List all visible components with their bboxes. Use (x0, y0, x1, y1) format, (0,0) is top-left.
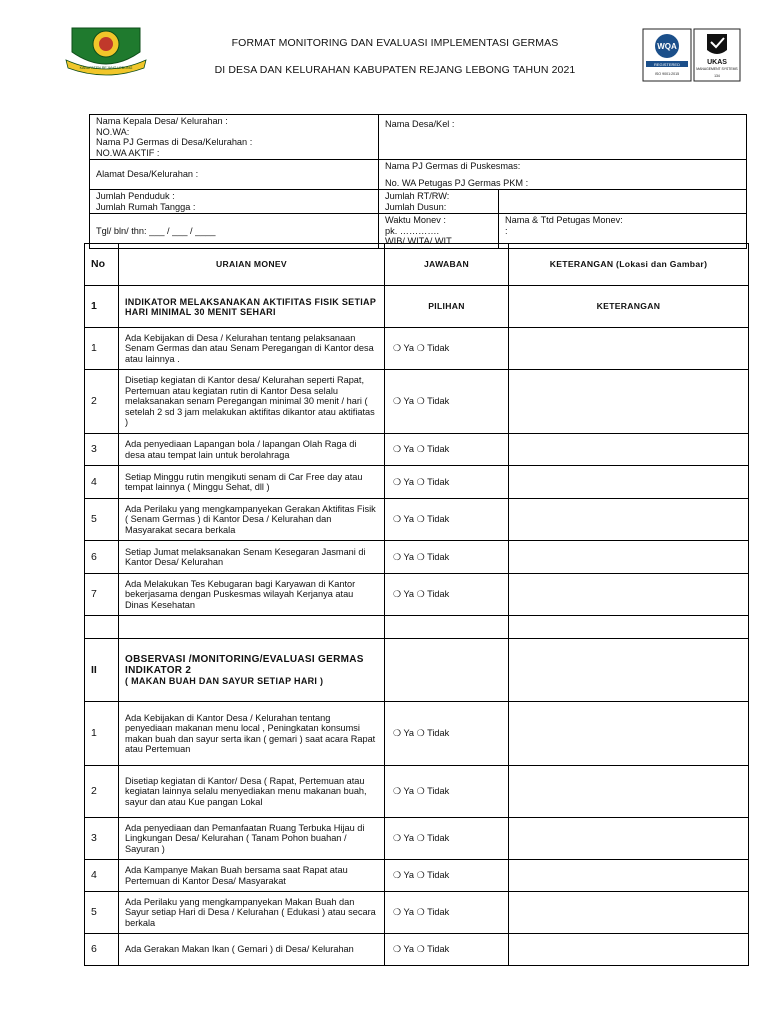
ya-radio[interactable]: ❍ (393, 907, 402, 918)
row-description: Disetiap kegiatan di Kantor/ Desa ( Rapat, Pertemuan atau kegiatan lainnya selalu menyediakan menu makanan buah, sayur dan atau Kue pangan Lokal (119, 766, 385, 818)
row-keterangan[interactable] (509, 702, 749, 766)
ya-label: Ya (403, 343, 415, 354)
ya-label: Ya (403, 396, 415, 407)
tidak-label: Tidak (427, 343, 450, 354)
table-row (85, 766, 749, 818)
tidak-radio[interactable]: ❍ (416, 907, 425, 918)
ya-radio[interactable]: ❍ (393, 833, 402, 844)
row-keterangan[interactable] (509, 766, 749, 818)
tidak-radio[interactable]: ❍ (416, 786, 425, 797)
table-row (85, 702, 749, 766)
row-keterangan[interactable] (509, 541, 749, 574)
row-keterangan[interactable] (509, 499, 749, 541)
answer-options (385, 934, 509, 966)
answer-options (385, 818, 509, 860)
tidak-radio[interactable]: ❍ (416, 589, 425, 600)
tidak-label: Tidak (427, 476, 450, 487)
table-row (85, 574, 749, 616)
row-keterangan[interactable] (509, 370, 749, 434)
row-keterangan[interactable] (509, 818, 749, 860)
table-row (85, 818, 749, 860)
row-description: Ada penyediaan Lapangan bola / lapangan Olah Raga di desa atau tempat lain untuk berolahraga (119, 434, 385, 466)
certification-logo (642, 28, 742, 82)
table-row (85, 934, 749, 966)
row-description: Ada penyediaan dan Pemanfaatan Ruang Terbuka Hijau di Lingkungan Desa/ Kelurahan ( Tanam Pohon buahan / Sayuran ) (119, 818, 385, 860)
rt-rw-cell: Jumlah RT/RW: Jumlah Dusun: (379, 190, 499, 214)
tidak-label: Tidak (427, 444, 450, 455)
row-number: 1 (85, 702, 119, 766)
row-number: 5 (85, 892, 119, 934)
header-no: No (85, 244, 119, 286)
ya-label: Ya (403, 944, 415, 955)
header-jawaban: JAWABAN (385, 244, 509, 286)
row-keterangan[interactable] (509, 434, 749, 466)
tidak-radio[interactable]: ❍ (416, 514, 425, 525)
tidak-label: Tidak (427, 514, 450, 525)
row-description: Ada Perilaku yang mengkampanyekan Gerakan Aktifitas Fisik ( Senam Germas ) di Kantor Desa / Kelurahan dan Masyarakat secara berkala (119, 499, 385, 541)
answer-options (385, 370, 509, 434)
ya-label: Ya (403, 728, 415, 739)
ya-radio[interactable]: ❍ (393, 343, 402, 354)
svg-text:REGISTERED: REGISTERED (653, 62, 681, 67)
ya-radio[interactable]: ❍ (393, 396, 402, 407)
document-subtitle: DI DESA DAN KELURAHAN KABUPATEN REJANG LEBONG TAHUN 2021 (214, 64, 576, 76)
row-number: 5 (85, 499, 119, 541)
table-row (85, 328, 749, 370)
ya-label: Ya (403, 476, 415, 487)
row-description: Ada Gerakan Makan Ikan ( Gemari ) di Desa/ Kelurahan (119, 934, 385, 966)
table-row (85, 892, 749, 934)
ya-radio[interactable]: ❍ (393, 728, 402, 739)
kemenag-logo (64, 22, 148, 76)
row-number: 3 (85, 818, 119, 860)
tidak-label: Tidak (427, 907, 450, 918)
tidak-label: Tidak (427, 396, 450, 407)
section-number: 1 (85, 286, 119, 328)
answer-options (385, 434, 509, 466)
ya-radio[interactable]: ❍ (393, 444, 402, 455)
row-description: Ada Perilaku yang mengkampanyekan Makan Buah dan Sayur setiap Hari di Desa / Kelurahan ( Edukasi ) atau secara berkala (119, 892, 385, 934)
row-keterangan[interactable] (509, 892, 749, 934)
answer-options (385, 541, 509, 574)
tidak-label: Tidak (427, 589, 450, 600)
svg-text:MANAGEMENT SYSTEMS: MANAGEMENT SYSTEMS (696, 67, 738, 71)
tidak-label: Tidak (427, 786, 450, 797)
ya-radio[interactable]: ❍ (393, 870, 402, 881)
table-row (85, 499, 749, 541)
answer-options (385, 466, 509, 499)
ya-label: Ya (403, 833, 415, 844)
section-subtitle: ( MAKAN BUAH DAN SAYUR SETIAP HARI ) (125, 675, 324, 686)
tidak-label: Tidak (427, 833, 450, 844)
village-name-cell: Nama Desa/Kel : (379, 115, 747, 160)
answer-options (385, 860, 509, 892)
row-description: Ada Kebijakan di Kantor Desa / Kelurahan tentang penyediaan makanan menu local , Peningkatan konsumsi makan buah dan sayur serta ikan ( gemari ) saat acara Rapat atau Pertemuan (119, 702, 385, 766)
tidak-label: Tidak (427, 728, 450, 739)
header-uraian: URAIAN MONEV (119, 244, 385, 286)
row-keterangan[interactable] (509, 466, 749, 499)
officer-signature-cell: Nama & Ttd Petugas Monev: : (499, 214, 747, 249)
pkm-pj-cell: Nama PJ Germas di Puskesmas: No. WA Petugas PJ Germas PKM : (379, 160, 747, 190)
tidak-radio[interactable]: ❍ (416, 728, 425, 739)
answer-options (385, 328, 509, 370)
section-number: II (85, 639, 119, 702)
answer-options (385, 892, 509, 934)
ya-radio[interactable]: ❍ (393, 589, 402, 600)
row-number: 7 (85, 574, 119, 616)
document-title: FORMAT MONITORING DAN EVALUASI IMPLEMENTASI GERMAS (231, 37, 559, 49)
row-description: Setiap Jumat melaksanakan Senam Kesegaran Jasmani di Kantor Desa/ Kelurahan (119, 541, 385, 574)
row-description: Disetiap kegiatan di Kantor desa/ Kelurahan seperti Rapat, Pertemuan atau kegiatan rutin di Kantor Desa selalu melaksanakan senam Peregangan minimal 30 menit / hari ( setelah 2 sd 3 jam melakukan aktifitas dikantor atau aktifiatas ) (119, 370, 385, 434)
svg-text:134: 134 (714, 74, 720, 78)
row-description: Ada Melakukan Tes Kebugaran bagi Karyawan di Kantor bekerjasama dengan Puskesmas wilayah Kerjanya atau Dinas Kesehatan (119, 574, 385, 616)
row-description: Setiap Minggu rutin mengikuti senam di Car Free day atau tempat lainnya ( Minggu Sehat, dll ) (119, 466, 385, 499)
header-keterangan: KETERANGAN (Lokasi dan Gambar) (509, 244, 749, 286)
tidak-radio[interactable]: ❍ (416, 944, 425, 955)
tidak-label: Tidak (427, 551, 450, 562)
row-number: 1 (85, 328, 119, 370)
tidak-radio[interactable]: ❍ (416, 343, 425, 354)
village-head-cell: Nama Kepala Desa/ Kelurahan : NO.WA: Nama PJ Germas di Desa/Kelurahan : NO.WA AKTIF : (90, 115, 379, 160)
monev-table (84, 243, 749, 966)
ya-radio[interactable]: ❍ (393, 476, 402, 487)
ya-label: Ya (403, 589, 415, 600)
ya-label: Ya (403, 870, 415, 881)
row-number: 4 (85, 860, 119, 892)
svg-text:WQA: WQA (657, 42, 677, 51)
pilihan-header: PILIHAN (385, 286, 509, 328)
tidak-radio[interactable]: ❍ (416, 833, 425, 844)
row-number: 2 (85, 370, 119, 434)
row-number: 6 (85, 934, 119, 966)
tidak-radio[interactable]: ❍ (416, 444, 425, 455)
answer-options (385, 499, 509, 541)
row-description: Ada Kampanye Makan Buah bersama saat Rapat atau Pertemuan di Kantor Desa/ Masyarakat (119, 860, 385, 892)
date-cell: Tgl/ bln/ thn: ___ / ___ / ____ (90, 214, 379, 249)
row-number: 4 (85, 466, 119, 499)
ya-label: Ya (403, 514, 415, 525)
row-description: Ada Kebijakan di Desa / Kelurahan tentang pelaksanaan Senam Germas dan atau Senam Peregangan di Kantor desa atau lainnya . (119, 328, 385, 370)
svg-text:UKAS: UKAS (707, 59, 727, 66)
tidak-radio[interactable]: ❍ (416, 551, 425, 562)
table-row (85, 541, 749, 574)
row-keterangan[interactable] (509, 934, 749, 966)
ya-label: Ya (403, 786, 415, 797)
tidak-label: Tidak (427, 944, 450, 955)
ya-radio[interactable]: ❍ (393, 786, 402, 797)
tidak-radio[interactable]: ❍ (416, 396, 425, 407)
section-title: INDIKATOR MELAKSANAKAN AKTIFITAS FISIK SETIAP HARI MINIMAL 30 MENIT SEHARI (119, 286, 385, 328)
row-keterangan[interactable] (509, 574, 749, 616)
table-row (85, 434, 749, 466)
tidak-radio[interactable]: ❍ (416, 870, 425, 881)
village-address-cell: Alamat Desa/Kelurahan : (90, 160, 379, 190)
table-row (85, 370, 749, 434)
row-number: 2 (85, 766, 119, 818)
ya-radio[interactable]: ❍ (393, 944, 402, 955)
identity-table (89, 114, 747, 249)
answer-options (385, 574, 509, 616)
row-number: 6 (85, 541, 119, 574)
population-cell: Jumlah Penduduk : Jumlah Rumah Tangga : (90, 190, 379, 214)
ya-label: Ya (403, 444, 415, 455)
row-number: 3 (85, 434, 119, 466)
tidak-radio[interactable]: ❍ (416, 476, 425, 487)
ya-label: Ya (403, 907, 415, 918)
answer-options (385, 702, 509, 766)
table-row (85, 466, 749, 499)
ya-radio[interactable]: ❍ (393, 514, 402, 525)
ya-label: Ya (403, 551, 415, 562)
tidak-label: Tidak (427, 870, 450, 881)
table-row (85, 860, 749, 892)
keterangan-header: KETERANGAN (509, 286, 749, 328)
svg-text:KABUPATEN REJANG LEBONG: KABUPATEN REJANG LEBONG (79, 66, 133, 70)
section-title: OBSERVASI /MONITORING/EVALUASI GERMAS INDIKATOR 2 ( MAKAN BUAH DAN SAYUR SETIAP HARI ) (119, 639, 385, 702)
row-keterangan[interactable] (509, 860, 749, 892)
row-keterangan[interactable] (509, 328, 749, 370)
ya-radio[interactable]: ❍ (393, 551, 402, 562)
answer-options (385, 766, 509, 818)
monev-time-cell: Waktu Monev : pk. …………. WIB/ WITA/ WIT (379, 214, 499, 249)
svg-text:ISO 9001:2015: ISO 9001:2015 (654, 72, 680, 76)
